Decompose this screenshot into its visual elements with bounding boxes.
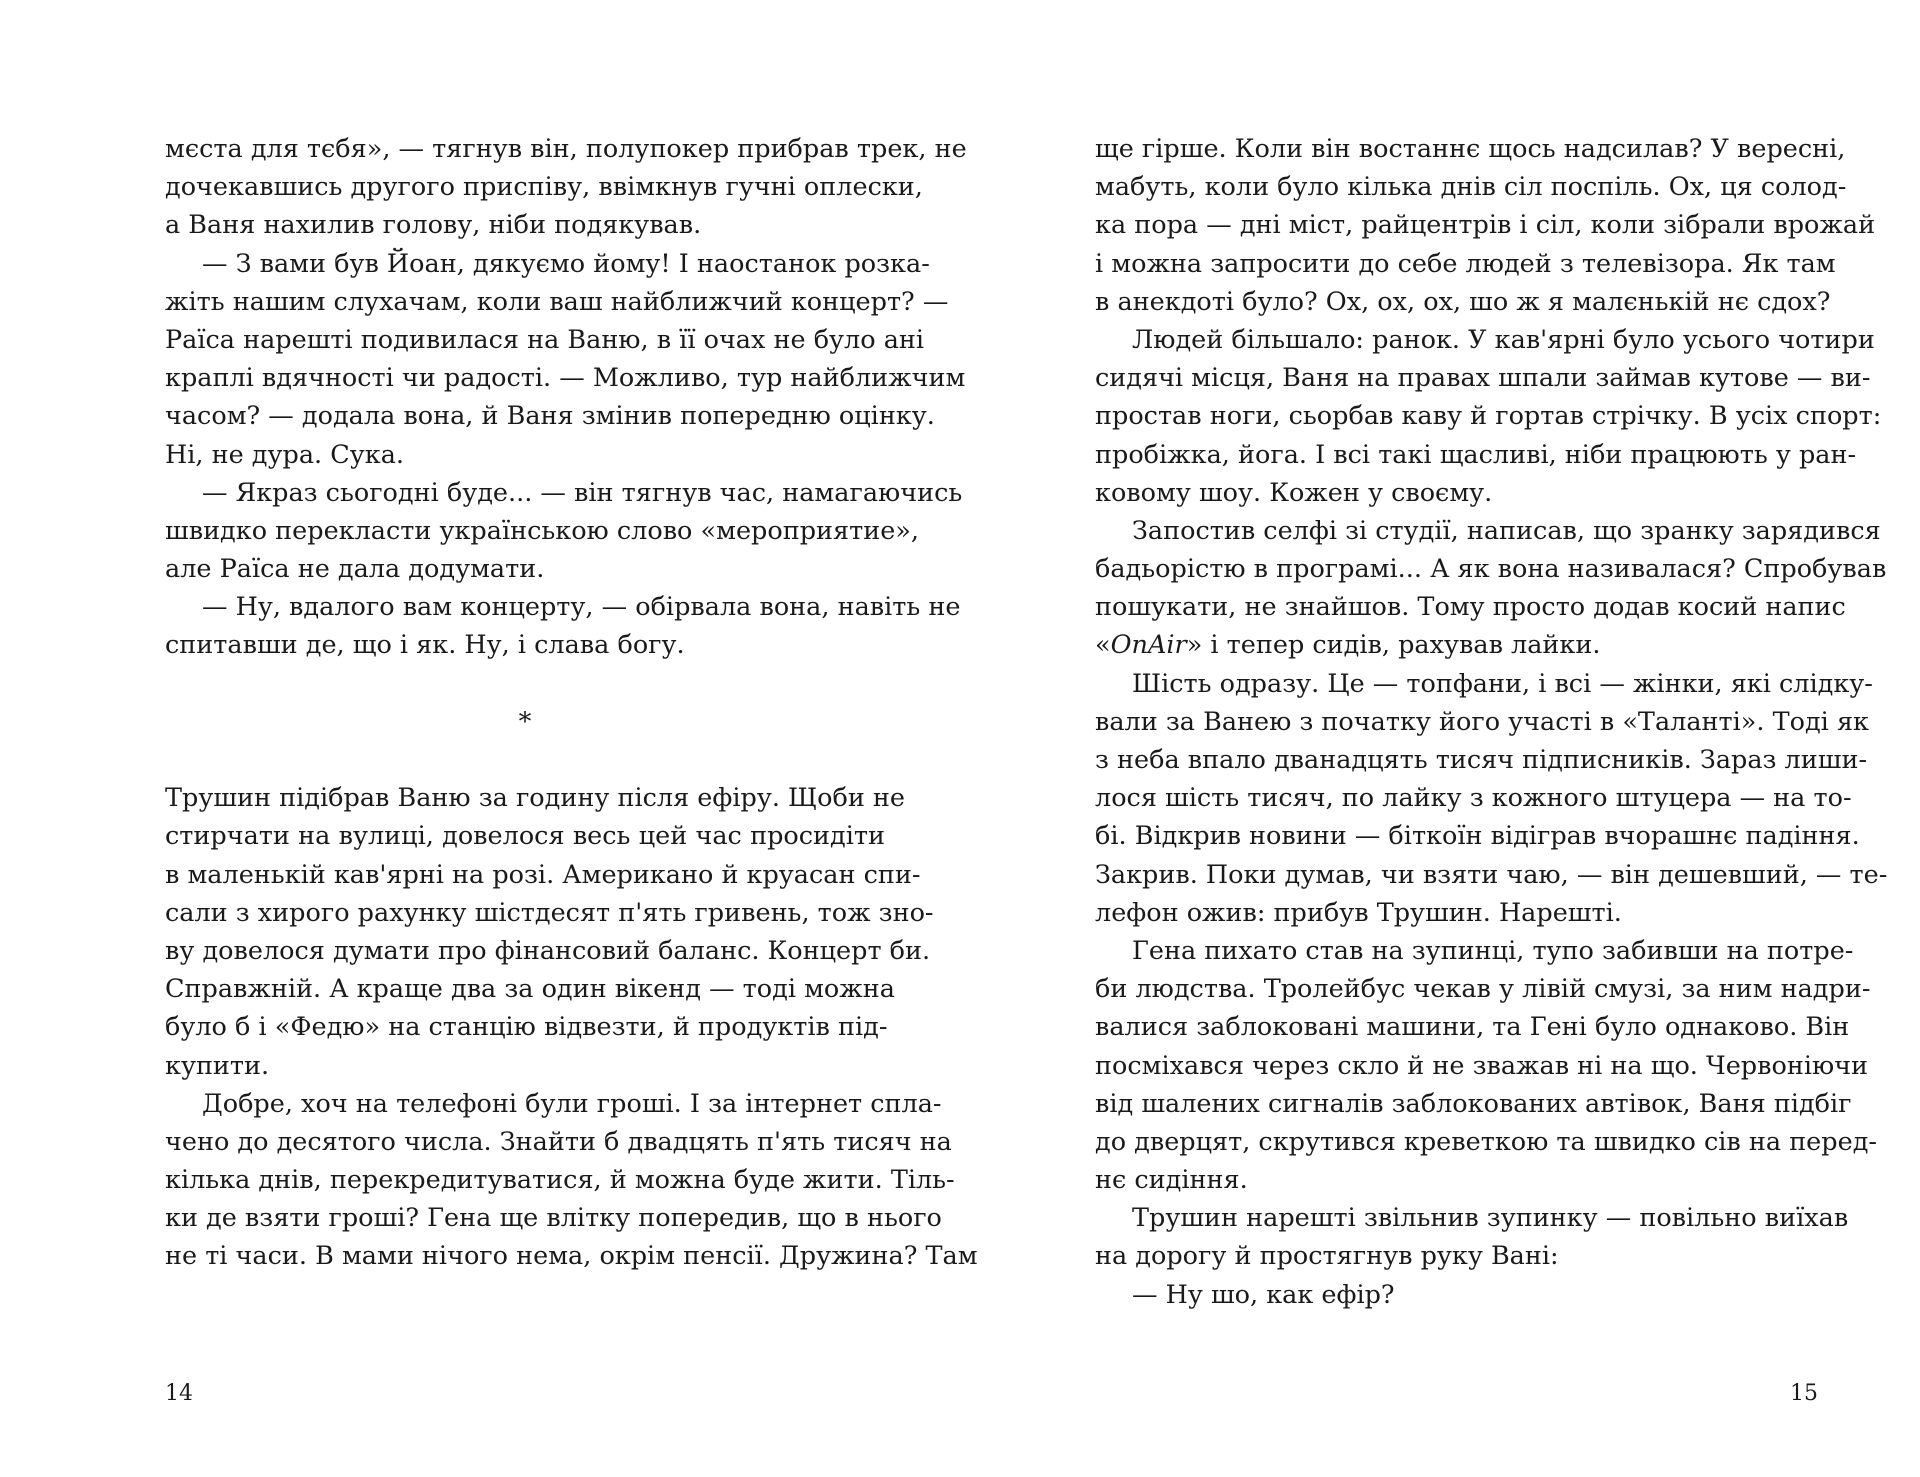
text-line: — Якраз сьогодні буде... — він тягнув час, намагаючись <box>202 477 963 508</box>
text-line: Добре, хоч на телефоні були гроші. І за інтернет спла- <box>202 1088 942 1119</box>
text-line: але Раїса не дала додумати. <box>165 554 545 585</box>
text-line: сидячі місця, Ваня на правах шпали займав кутове — ви- <box>1095 363 1871 394</box>
text-line: мєста для тєбя», — тягнув він, полупокер прибрав трек, не <box>165 134 967 164</box>
text-line: валися заблоковані машини, та Гені було однаково. Він <box>1095 1012 1850 1043</box>
text-line: нє сидіння. <box>1095 1165 1248 1196</box>
text-line: спитавши де, що і як. Ну, і слава богу. <box>165 630 685 661</box>
text-line-onair <box>1095 626 1815 664</box>
text-line: стирчати на вулиці, довелося весь цей час просидіти <box>165 821 885 852</box>
text-line: мабуть, коли було кілька днів сіл поспіль. Ох, ця солод- <box>1095 172 1847 203</box>
text-fragment: і тепер сидів, рахував лайки. <box>1210 630 1601 661</box>
text-line: в маленькій кав'ярні на розі. Американо й круасан спи- <box>165 859 921 890</box>
text-line: Запостив селфі зі студії, написав, що зранку зарядився <box>1132 515 1881 546</box>
text-line: бадьорістю в програмі... А як вона називалася? Спробував <box>1095 554 1887 585</box>
text-line: — Ну, вдалого вам концерту, — обірвала вона, навіть не <box>202 592 961 623</box>
text-line: Гена пихато став на зупинці, тупо забивши на потре- <box>1132 935 1854 966</box>
text-line: в анекдоті було? Ох, ох, ох, шо ж я малєнькій нє сдох? <box>1095 286 1831 317</box>
text-line: і можна запросити до себе людей з телевізора. Як там <box>1095 248 1836 279</box>
text-line: би людства. Тролейбус чекав у лівій смузі, за ним надри- <box>1095 974 1871 1005</box>
section-gap <box>165 665 885 703</box>
left-text-block <box>165 130 978 1276</box>
text-line: а Ваня нахилив голову, ніби подякував. <box>165 210 702 241</box>
page-number: 15 <box>1790 1381 1818 1406</box>
text-line: було б і «Федю» на станцію відвезти, й продуктів під- <box>165 1012 888 1043</box>
text-line: ву довелося думати про фінансовий баланс. Концерт би. <box>165 935 931 966</box>
text-line: Справжній. А краще два за один вікенд — тоді можна <box>165 974 895 1005</box>
text-line: чено до десятого числа. Знайти б двадцять п'ять тисяч на <box>165 1126 952 1157</box>
text-line: ка пора — дні міст, райцентрів і сіл, коли зібрали врожай <box>1095 210 1876 241</box>
quote-open: « <box>1095 630 1111 661</box>
text-line: не ті часи. В мами нічого нема, окрім пенсії. Дружина? Там <box>165 1241 978 1272</box>
text-line: — Ну шо, как ефір? <box>1132 1279 1395 1310</box>
text-line: до дверцят, скрутився креветкою та швидко сів на перед- <box>1095 1126 1878 1157</box>
text-line: купити. <box>165 1050 270 1081</box>
text-line: посміхався через скло й не зважав ні на що. Червоніючи <box>1095 1050 1869 1081</box>
text-line: дочекавшись другого приспіву, ввімкнув гучні оплески, <box>165 172 923 203</box>
section-gap <box>165 741 885 779</box>
text-line: Раїса нарешті подивилася на Ваню, в її очах не було ані <box>165 324 925 355</box>
text-line: ковому шоу. Кожен у своєму. <box>1095 477 1493 508</box>
text-line: пошукати, не знайшов. Тому просто додав косий напис <box>1095 592 1846 623</box>
text-line: Ні, не дура. Сука. <box>165 439 405 470</box>
text-line: Шість одразу. Це — топфани, і всі — жінки, які слідку- <box>1132 668 1873 699</box>
onair-label: OnAir <box>1110 630 1187 661</box>
text-line: жіть нашим слухачам, коли ваш найближчий концерт? — <box>165 286 949 317</box>
text-line: на дорогу й простягнув руку Вані: <box>1095 1241 1559 1272</box>
quote-close: » <box>1186 630 1203 661</box>
text-line: Трушин нарешті звільнив зупинку — повільно виїхав <box>1132 1203 1849 1234</box>
text-line: краплі вдячності чи радості. — Можливо, тур найближчим <box>165 363 966 394</box>
text-line: швидко перекласти українською слово «мероприятие», <box>165 515 920 546</box>
section-separator: * <box>518 706 532 737</box>
right-text-block <box>1095 130 1888 1314</box>
right-page <box>960 0 1920 1477</box>
text-line: Людей більшало: ранок. У кав'ярні було усього чотири <box>1132 324 1875 355</box>
text-line: від шалених сигналів заблокованих автівок, Ваня підбіг <box>1095 1088 1852 1119</box>
text-line: часом? — додала вона, й Ваня змінив попередню оцінку. <box>165 401 935 432</box>
text-line: — З вами був Йоан, дякуємо йому! І наостанок розка- <box>202 248 930 279</box>
text-line: ки де взяти гроші? Гена ще влітку попередив, що в нього <box>165 1203 942 1234</box>
text-line: з неба впало дванадцять тисяч підписників. Зараз лиши- <box>1095 745 1868 775</box>
text-line: Закрив. Поки думав, чи взяти чаю, — він дешевший, — те- <box>1095 859 1888 890</box>
text-line: лефон ожив: прибув Трушин. Нарешті. <box>1095 897 1622 928</box>
text-line: ще гірше. Коли він востаннє щось надсилав? У вересні, <box>1095 134 1846 164</box>
text-line: простав ноги, сьорбав каву й гортав стрічку. В усіх спорт: <box>1095 401 1882 432</box>
text-line: бі. Відкрив новини — біткоїн відіграв вчорашнє падіння. <box>1095 821 1860 852</box>
text-line: лося шість тисяч, по лайку з кожного штуцера — на то- <box>1095 783 1852 814</box>
text-line: пробіжка, йога. І всі такі щасливі, ніби працюють у ран- <box>1095 439 1857 470</box>
text-line: вали за Ванею з початку його участі в «Таланті». Тоді як <box>1095 706 1869 737</box>
text-line: сали з хирого рахунку шістдесят п'ять гривень, тож зно- <box>165 897 934 928</box>
text-line: кілька днів, перекредитуватися, й можна буде жити. Тіль- <box>165 1165 955 1196</box>
text-line: Трушин підібрав Ваню за годину після ефіру. Щоби не <box>165 783 906 814</box>
page-number: 14 <box>165 1381 193 1406</box>
